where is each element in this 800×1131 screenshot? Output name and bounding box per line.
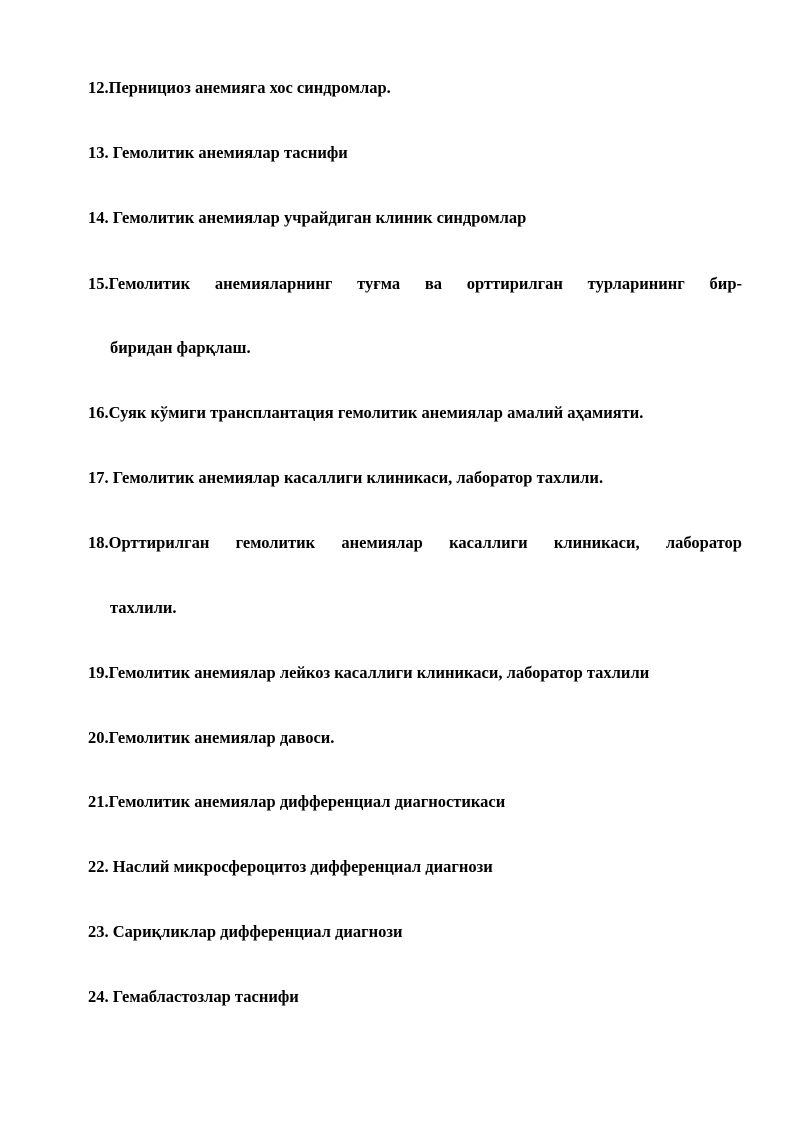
list-item <box>88 792 505 812</box>
list-item-text: 13. Гемолитик анемиялар таснифи <box>88 143 348 162</box>
list-item-text: 16.Суяк кўмиги трансплантация гемолитик анемиялар амалий аҳамияти. <box>88 403 644 422</box>
list-item-text: 14. Гемолитик анемиялар учрайдиган клиник синдромлар <box>88 208 527 227</box>
list-item <box>88 403 643 423</box>
list-item <box>88 922 402 942</box>
list-item-continuation <box>110 598 176 618</box>
list-item-text: 23. Сариқликлар дифференциал диагнози <box>88 922 403 941</box>
list-item-text: 21.Гемолитик анемиялар дифференциал диагностикаси <box>88 792 506 811</box>
list-item <box>88 728 334 748</box>
list-item-continuation <box>110 338 251 358</box>
list-item <box>88 533 742 553</box>
list-item-text: биридан фарқлаш. <box>110 338 251 357</box>
list-item-text: 15.Гемолитик анемияларнинг туғма ва орттирилган турларининг бир- <box>88 274 742 293</box>
list-item <box>88 143 348 163</box>
list-item <box>88 78 391 98</box>
list-item <box>88 274 742 294</box>
list-item-text: 19.Гемолитик анемиялар лейкоз касаллиги клиникаси, лаборатор тахлили <box>88 663 650 682</box>
list-item-text: 17. Гемолитик анемиялар касаллиги клиникаси, лаборатор тахлили. <box>88 468 604 487</box>
list-item-text: 12.Пернициоз анемияга хос синдромлар. <box>88 78 391 97</box>
list-item-text: 20.Гемолитик анемиялар давоси. <box>88 728 335 747</box>
list-item <box>88 468 603 488</box>
list-item-text: тахлили. <box>110 598 177 617</box>
list-item <box>88 987 299 1007</box>
list-item-text: 24. Гемабластозлар таснифи <box>88 987 299 1006</box>
list-item-text: 22. Наслий микросфероцитоз дифференциал диагнози <box>88 857 493 876</box>
list-item <box>88 208 526 228</box>
list-item <box>88 663 649 683</box>
list-item <box>88 857 493 877</box>
list-item-text: 18.Орттирилган гемолитик анемиялар касаллиги клиникаси, лаборатор <box>88 533 742 552</box>
